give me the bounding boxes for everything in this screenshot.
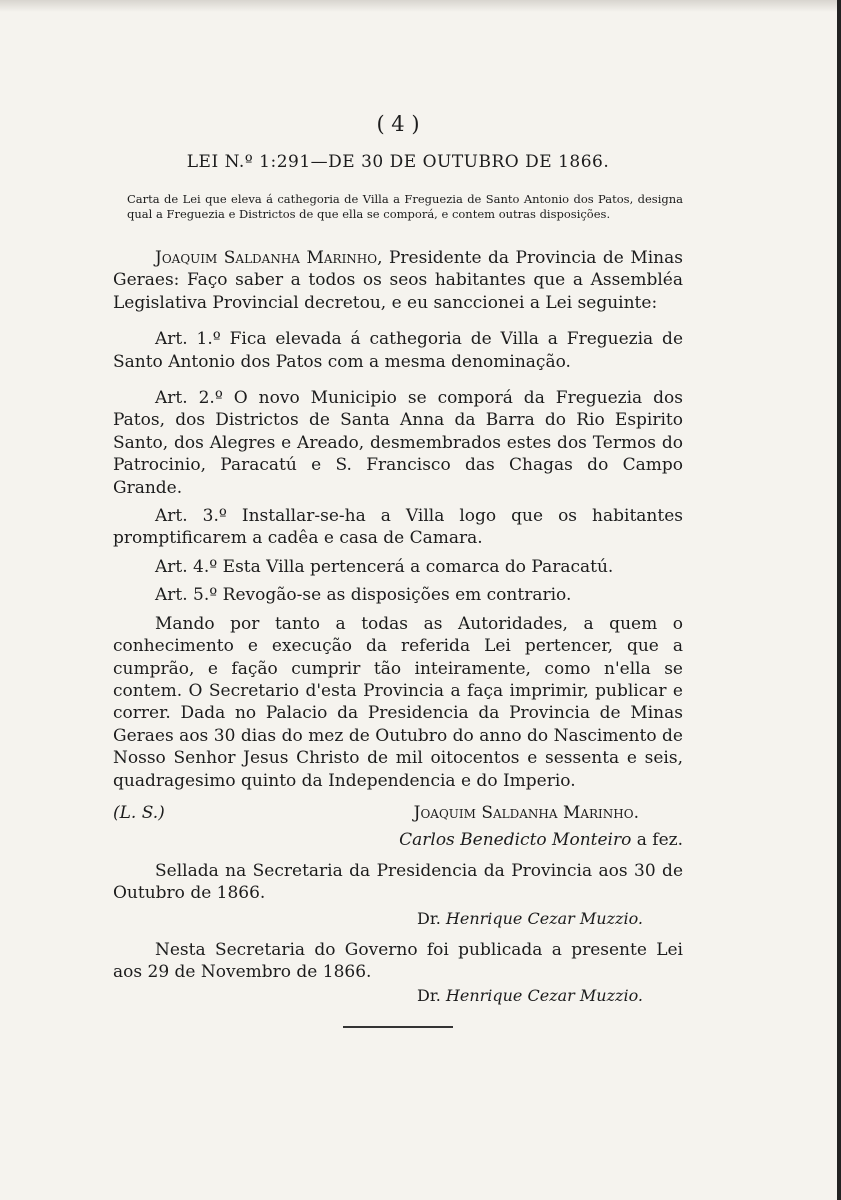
preamble-text: , Presidente da Provincia de Minas Geraes: Faço saber a todos os seos habitantes que a Assembléa Legislativa Provincial decretou, e eu sanccionei a Lei seguinte:: [113, 248, 683, 313]
article-3: Art. 3.º Installar-se-ha a Villa logo que os habitantes promptificarem a cadêa e casa de Camara.: [113, 506, 683, 549]
law-title: LEI N.º 1:291—DE 30 DE OUTUBRO DE 1866.: [186, 152, 610, 172]
article-5: Art. 5.º Revogão-se as disposições em contrario.: [155, 585, 572, 606]
article-2: Art. 2.º O novo Municipio se comporá da Freguezia dos Patos, dos Districtos de Santa Anna da Barra do Rio Espirito Santo, dos Alegres e Areado, desmembrados estes dos Termos do Patrocinio, Paracatú e S. Francisco das Chagas do Campo Grande.: [113, 388, 683, 498]
secretary-2-title: Dr.: [417, 985, 446, 1005]
page-number: ( 4 ): [376, 112, 420, 136]
clerk-name: Carlos Benedicto Monteiro: [399, 829, 632, 850]
secretary-1-name: Henrique Cezar Muzzio.: [445, 908, 643, 928]
secretary-2-name: Henrique Cezar Muzzio.: [445, 985, 643, 1005]
article-4: Art. 4.º Esta Villa pertencerá a comarca do Paracatú.: [155, 556, 614, 577]
mandate-paragraph: Mando por tanto a todas as Autoridades, a quem o conhecimento e execução da referida Lei pertencer, que a cumprão, e fação cumprir tão inteiramente, como n'ella se contem. O Secretario d'esta Provincia a faça imprimir, publicar e correr. Dada no Palacio da Presidencia da Provincia de Minas Geraes aos 30 dias do mez de Outubro do anno do Nascimento de Nosso Senhor Jesus Christo de mil oitocentos e sessenta e seis, quadragesimo quinto da Independencia e do Imperio.: [113, 613, 683, 791]
page-top-edge: [0, 0, 841, 12]
governor-name: Joaquim Saldanha Marinho: [155, 248, 378, 268]
secretary-line-2: [113, 984, 643, 1008]
published-note: Nesta Secretaria do Governo foi publicada a presente Lei aos 29 de Novembro de 1866.: [113, 939, 683, 983]
clerk-suffix: a fez.: [631, 829, 683, 850]
clerk-line: [113, 828, 683, 852]
page-right-edge: [837, 0, 841, 1200]
signatory-name: Joaquim Saldanha Marinho.: [413, 802, 639, 823]
preamble: [113, 247, 683, 314]
law-summary: Carta de Lei que eleva á cathegoria de Villa a Freguezia de Santo Antonio dos Patos, designa qual a Freguezia e Districtos de que ella se comporá, e contem outras disposições.: [127, 192, 683, 221]
secretary-1-title: Dr.: [417, 908, 446, 928]
signature-row: [113, 802, 683, 824]
closing-rule: [343, 1026, 453, 1028]
page-content: [113, 112, 683, 1028]
sealed-note: Sellada na Secretaria da Presidencia da Provincia aos 30 de Outubro de 1866.: [113, 860, 683, 904]
article-1: Art. 1.º Fica elevada á cathegoria de Villa a Freguezia de Santo Antonio dos Patos com a mesma denominação.: [113, 329, 683, 372]
secretary-line-1: [113, 907, 643, 931]
seal-mark: (L. S.): [113, 802, 165, 823]
